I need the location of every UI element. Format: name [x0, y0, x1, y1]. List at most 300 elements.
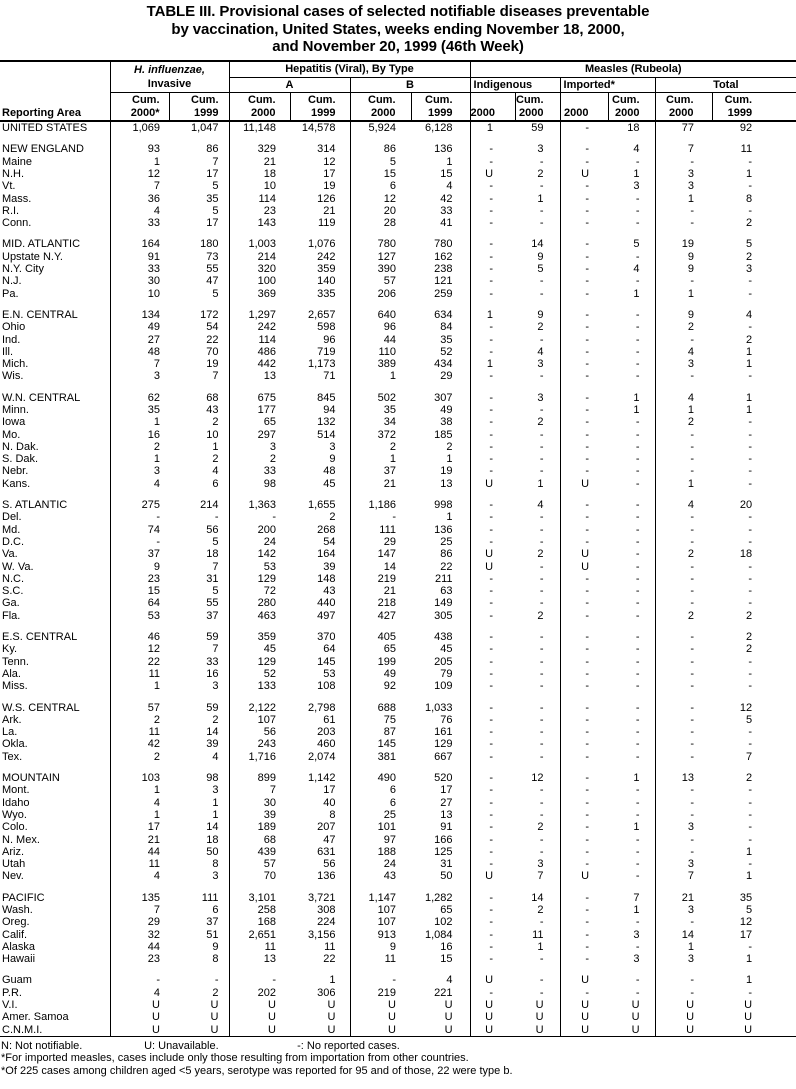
value-cell: -: [560, 631, 608, 643]
table-row: [0, 143, 796, 155]
reporting-area-cell: Wash.: [2, 903, 33, 916]
value-cell: 54: [206, 321, 219, 334]
value-cell: 91: [110, 251, 169, 263]
value-cell: U: [560, 870, 608, 882]
value-cell: -: [560, 858, 608, 870]
value-cell: 1: [350, 370, 411, 382]
value-cell: -: [748, 808, 753, 821]
value-cell: U: [655, 999, 712, 1011]
value-cell: 390: [350, 263, 411, 275]
table-row: [0, 536, 796, 548]
value-cell: -: [748, 858, 753, 871]
reporting-area-cell: Va.: [2, 548, 18, 561]
column-header: Cum. 2000: [350, 92, 411, 121]
value-cell: -: [635, 808, 640, 821]
table-row: [0, 892, 796, 904]
value-cell: 44: [110, 941, 169, 953]
value-cell: U: [229, 1011, 290, 1023]
value-cell: 13: [440, 808, 453, 821]
value-cell: 3: [110, 465, 169, 477]
value-cell: 17: [323, 784, 336, 797]
value-cell: -: [635, 713, 640, 726]
table-title: [0, 0, 796, 56]
value-cell: 35: [739, 891, 753, 904]
value-cell: -: [635, 440, 640, 453]
value-cell: 4: [655, 392, 712, 404]
value-cell: -: [655, 631, 712, 643]
value-cell: 51: [206, 928, 219, 941]
reporting-area-cell: E.S. CENTRAL: [2, 631, 78, 644]
hepatitis-a-header: A: [229, 77, 350, 92]
value-cell: -: [748, 738, 753, 751]
value-cell: 3: [633, 928, 640, 941]
value-cell: -: [635, 940, 640, 953]
value-cell: 100: [229, 275, 290, 287]
value-cell: 1,297: [229, 309, 290, 321]
value-cell: -: [539, 523, 544, 536]
value-cell: -: [470, 275, 515, 287]
value-cell: 55: [206, 263, 219, 276]
value-cell: 3: [537, 858, 544, 871]
value-cell: -: [748, 986, 753, 999]
value-cell: 3: [537, 358, 544, 371]
value-cell: -: [635, 631, 640, 644]
value-cell: -: [539, 986, 544, 999]
value-cell: 305: [434, 609, 453, 622]
value-cell: -: [655, 429, 712, 441]
value-cell: 11: [229, 941, 290, 953]
spacer-row: [0, 229, 796, 238]
value-cell: 3: [212, 784, 219, 797]
value-cell: 5: [212, 180, 219, 193]
value-cell: 22: [323, 953, 336, 966]
footnote-serotype: *Of 225 cases among children aged <5 years, serotype was reported for 95 and of those, 22 were type b.: [1, 1064, 513, 1077]
reporting-area-cell: V.I.: [2, 999, 18, 1012]
value-cell: 47: [206, 275, 219, 288]
value-cell: U: [744, 999, 753, 1012]
value-cell: 1,282: [424, 891, 453, 904]
value-cell: 3: [655, 858, 712, 870]
value-cell: 2,122: [229, 702, 290, 714]
value-cell: -: [470, 656, 515, 668]
table-row: [0, 193, 796, 205]
reporting-area-cell: UNITED STATES: [2, 122, 88, 135]
value-cell: -: [635, 870, 640, 883]
value-cell: -: [539, 535, 544, 548]
value-cell: -: [635, 523, 640, 536]
value-cell: -: [560, 784, 608, 796]
value-cell: 164: [110, 238, 169, 250]
value-cell: U: [631, 1011, 640, 1024]
value-cell: 442: [229, 358, 290, 370]
value-cell: -: [635, 217, 640, 230]
value-cell: 108: [317, 680, 336, 693]
value-cell: -: [560, 205, 608, 217]
value-cell: 110: [350, 346, 411, 358]
value-cell: 4: [633, 263, 640, 276]
h-influenzae-group-header: [110, 61, 229, 92]
value-cell: 314: [317, 143, 336, 156]
reporting-area-cell: N. Mex.: [2, 833, 40, 846]
value-cell: 1: [745, 358, 753, 371]
reporting-area-cell: Ariz.: [2, 845, 24, 858]
value-cell: -: [214, 974, 219, 987]
value-cell: 11: [740, 143, 753, 156]
table-row: [0, 929, 796, 941]
value-cell: 11: [532, 928, 544, 941]
value-cell: U: [560, 561, 608, 573]
spacer-row: [0, 883, 796, 892]
value-cell: 17: [206, 217, 219, 230]
value-cell: 53: [110, 610, 169, 622]
value-cell: 55: [206, 597, 219, 610]
value-cell: 15: [440, 167, 453, 180]
value-cell: -: [470, 238, 515, 250]
value-cell: 439: [229, 846, 290, 858]
value-cell: -: [655, 846, 712, 858]
value-cell: 7: [212, 560, 219, 573]
value-cell: 63: [440, 585, 453, 598]
value-cell: 162: [434, 250, 453, 263]
value-cell: -: [539, 833, 544, 846]
value-cell: -: [560, 346, 608, 358]
value-cell: -: [470, 751, 515, 763]
value-cell: -: [655, 441, 712, 453]
table-row: [0, 904, 796, 916]
value-cell: 3: [745, 263, 753, 276]
value-cell: -: [470, 205, 515, 217]
value-cell: 1: [745, 167, 753, 180]
value-cell: 6: [212, 477, 219, 490]
value-cell: 460: [317, 738, 336, 751]
h-influenzae-invasive-label: Invasive: [147, 77, 192, 90]
value-cell: 125: [434, 845, 453, 858]
value-cell: -: [560, 643, 608, 655]
column-header: Cum. 1999: [411, 92, 470, 121]
measles-group-header: Measles (Rubeola): [470, 61, 796, 77]
value-cell: -: [470, 193, 515, 205]
value-cell: 1: [633, 287, 640, 300]
table-row: [0, 453, 796, 465]
value-cell: 189: [229, 821, 290, 833]
value-cell: 140: [317, 275, 336, 288]
value-cell: -: [748, 821, 753, 834]
value-cell: 381: [350, 751, 411, 763]
value-cell: -: [655, 834, 712, 846]
value-cell: -: [655, 573, 712, 585]
value-cell: 33: [206, 655, 219, 668]
value-cell: 320: [229, 263, 290, 275]
value-cell: -: [470, 953, 515, 965]
value-cell: 10: [110, 288, 169, 300]
value-cell: 463: [229, 610, 290, 622]
value-cell: 7: [110, 358, 169, 370]
value-cell: 2: [212, 986, 219, 999]
value-cell: -: [635, 986, 640, 999]
value-cell: 35: [350, 404, 411, 416]
value-cell: 1: [745, 845, 753, 858]
reporting-area-cell: Upstate N.Y.: [2, 250, 63, 263]
value-cell: 28: [350, 217, 411, 229]
value-cell: U: [327, 1023, 336, 1036]
value-cell: U: [444, 999, 453, 1012]
value-cell: -: [655, 585, 712, 597]
value-cell: 133: [229, 680, 290, 692]
value-cell: 16: [110, 429, 169, 441]
value-cell: 1,716: [229, 751, 290, 763]
value-cell: 37: [350, 465, 411, 477]
value-cell: 370: [317, 631, 336, 644]
reporting-area-cell: Oreg.: [2, 916, 30, 929]
value-cell: 33: [440, 204, 453, 217]
value-cell: 21: [323, 204, 336, 217]
value-cell: 2,074: [307, 750, 336, 763]
value-cell: 4: [110, 478, 169, 490]
value-cell: 34: [350, 416, 411, 428]
value-cell: 45: [229, 643, 290, 655]
value-cell: U: [535, 1011, 544, 1024]
value-cell: 199: [350, 656, 411, 668]
value-cell: -: [539, 572, 544, 585]
value-cell: -: [748, 477, 753, 490]
value-cell: 307: [434, 391, 453, 404]
value-cell: -: [470, 251, 515, 263]
value-cell: 164: [317, 548, 336, 561]
value-cell: -: [470, 714, 515, 726]
reporting-area-cell: N.C.: [2, 572, 24, 585]
value-cell: 205: [434, 655, 453, 668]
value-cell: 1: [110, 416, 169, 428]
value-cell: -: [539, 585, 544, 598]
value-cell: -: [470, 797, 515, 809]
value-cell: 359: [229, 631, 290, 643]
value-cell: 73: [206, 250, 219, 263]
value-cell: -: [560, 429, 608, 441]
value-cell: -: [470, 465, 515, 477]
value-cell: 65: [350, 643, 411, 655]
value-cell: 38: [440, 416, 453, 429]
value-cell: 2: [212, 453, 219, 466]
value-cell: 9: [350, 941, 411, 953]
legend-unavailable: U: Unavailable.: [144, 1039, 219, 1052]
value-cell: 98: [206, 772, 219, 785]
value-cell: 1: [212, 796, 219, 809]
value-cell: U: [560, 478, 608, 490]
reporting-area-cell: Pa.: [2, 287, 19, 300]
value-cell: 221: [434, 986, 453, 999]
value-cell: 5: [212, 585, 219, 598]
value-cell: -: [635, 560, 640, 573]
value-cell: -: [560, 668, 608, 680]
table-row: [0, 334, 796, 346]
reporting-area-cell: Nebr.: [2, 465, 29, 478]
value-cell: 1,076: [307, 238, 336, 251]
value-cell: -: [635, 428, 640, 441]
value-cell: -: [539, 597, 544, 610]
value-cell: 219: [350, 573, 411, 585]
value-cell: 4: [537, 345, 544, 358]
value-cell: -: [539, 465, 544, 478]
value-cell: 13: [440, 477, 453, 490]
value-cell: 214: [229, 251, 290, 263]
value-cell: -: [635, 796, 640, 809]
value-cell: 1: [745, 391, 753, 404]
value-cell: 5: [212, 287, 219, 300]
value-cell: -: [539, 655, 544, 668]
table-row: [0, 680, 796, 692]
value-cell: 1: [110, 809, 169, 821]
value-cell: -: [470, 370, 515, 382]
value-cell: 111: [350, 524, 411, 536]
value-cell: 84: [440, 321, 453, 334]
value-cell: 2,798: [307, 701, 336, 714]
value-cell: -: [635, 192, 640, 205]
value-cell: 35: [110, 404, 169, 416]
value-cell: U: [470, 168, 515, 180]
value-cell: U: [350, 1011, 411, 1023]
value-cell: -: [560, 597, 608, 609]
value-cell: -: [470, 834, 515, 846]
value-cell: -: [635, 333, 640, 346]
value-cell: 7: [655, 870, 712, 882]
table-row: [0, 797, 796, 809]
value-cell: 136: [434, 143, 453, 156]
value-cell: -: [635, 535, 640, 548]
table-row: [0, 180, 796, 192]
value-cell: 44: [350, 334, 411, 346]
value-cell: 211: [434, 572, 453, 585]
value-cell: -: [539, 643, 544, 656]
value-cell: 7: [655, 143, 712, 155]
value-cell: -: [748, 465, 753, 478]
value-cell: -: [748, 784, 753, 797]
value-cell: 18: [206, 833, 219, 846]
value-cell: 3: [329, 440, 336, 453]
spacer-row: [0, 383, 796, 392]
value-cell: 56: [229, 726, 290, 738]
value-cell: 56: [206, 523, 219, 536]
value-cell: -: [470, 680, 515, 692]
value-cell: -: [560, 680, 608, 692]
value-cell: 43: [323, 585, 336, 598]
reporting-area-cell: P.R.: [2, 986, 22, 999]
value-cell: 11: [110, 858, 169, 870]
value-cell: 2: [745, 609, 753, 622]
value-cell: 92: [739, 122, 753, 135]
value-cell: 9: [537, 250, 544, 263]
value-cell: 39: [229, 809, 290, 821]
column-header: Cum. 1999: [712, 92, 796, 121]
table-row: [0, 953, 796, 965]
value-cell: 675: [229, 392, 290, 404]
value-cell: 3: [655, 168, 712, 180]
value-cell: 242: [229, 321, 290, 333]
value-cell: 21: [110, 834, 169, 846]
value-cell: 3: [655, 180, 712, 192]
value-cell: 53: [323, 667, 336, 680]
value-cell: U: [327, 1011, 336, 1024]
table-row: [0, 726, 796, 738]
value-cell: -: [635, 585, 640, 598]
reporting-area-cell: MID. ATLANTIC: [2, 238, 81, 251]
table-row: [0, 656, 796, 668]
value-cell: 16: [440, 940, 453, 953]
value-cell: -: [470, 941, 515, 953]
value-cell: -: [655, 334, 712, 346]
value-cell: 490: [350, 772, 411, 784]
value-cell: 16: [206, 667, 219, 680]
value-cell: U: [210, 1023, 219, 1036]
value-cell: -: [655, 987, 712, 999]
value-cell: 440: [317, 597, 336, 610]
value-cell: 335: [317, 287, 336, 300]
value-cell: -: [560, 892, 608, 904]
value-cell: -: [539, 953, 544, 966]
value-cell: 10: [229, 180, 290, 192]
value-cell: -: [470, 346, 515, 358]
table-row: [0, 1011, 796, 1023]
value-cell: 4: [110, 797, 169, 809]
value-cell: 101: [350, 821, 411, 833]
value-cell: -: [539, 631, 544, 644]
value-cell: 1,142: [307, 772, 336, 785]
value-cell: -: [655, 561, 712, 573]
value-cell: -: [748, 597, 753, 610]
value-cell: 9: [212, 940, 219, 953]
value-cell: -: [635, 597, 640, 610]
value-cell: -: [560, 585, 608, 597]
value-cell: 3: [110, 370, 169, 382]
value-cell: -: [560, 953, 608, 965]
value-cell: 109: [434, 680, 453, 693]
value-cell: -: [655, 156, 712, 168]
table-row: [0, 288, 796, 300]
value-cell: 2: [655, 548, 712, 560]
spacer-row: [0, 693, 796, 702]
table-row: [0, 561, 796, 573]
value-cell: U: [229, 999, 290, 1011]
value-cell: 32: [110, 929, 169, 941]
value-cell: -: [539, 370, 544, 383]
value-cell: -: [635, 858, 640, 871]
value-cell: 4: [446, 180, 453, 193]
value-cell: -: [560, 193, 608, 205]
value-cell: 68: [206, 391, 219, 404]
value-cell: 6: [350, 180, 411, 192]
legend-no-reported-cases: -: No reported cases.: [297, 1039, 400, 1052]
value-cell: 74: [110, 524, 169, 536]
value-cell: -: [470, 156, 515, 168]
value-cell: 2: [745, 250, 753, 263]
value-cell: 405: [350, 631, 411, 643]
value-cell: 22: [206, 333, 219, 346]
reporting-area-cell: Del.: [2, 511, 22, 524]
reporting-area-cell: C.N.M.I.: [2, 1023, 43, 1036]
value-cell: 1: [655, 404, 712, 416]
value-cell: U: [470, 999, 515, 1011]
spacer-row: [0, 965, 796, 974]
table-row: [0, 916, 796, 928]
value-cell: 1: [446, 511, 453, 524]
value-cell: 1,084: [424, 928, 453, 941]
value-cell: U: [444, 1023, 453, 1036]
value-cell: 45: [440, 643, 453, 656]
value-cell: 71: [323, 370, 336, 383]
value-cell: -: [560, 416, 608, 428]
value-cell: 2: [537, 609, 544, 622]
value-cell: 1: [655, 941, 712, 953]
value-cell: 434: [434, 358, 453, 371]
